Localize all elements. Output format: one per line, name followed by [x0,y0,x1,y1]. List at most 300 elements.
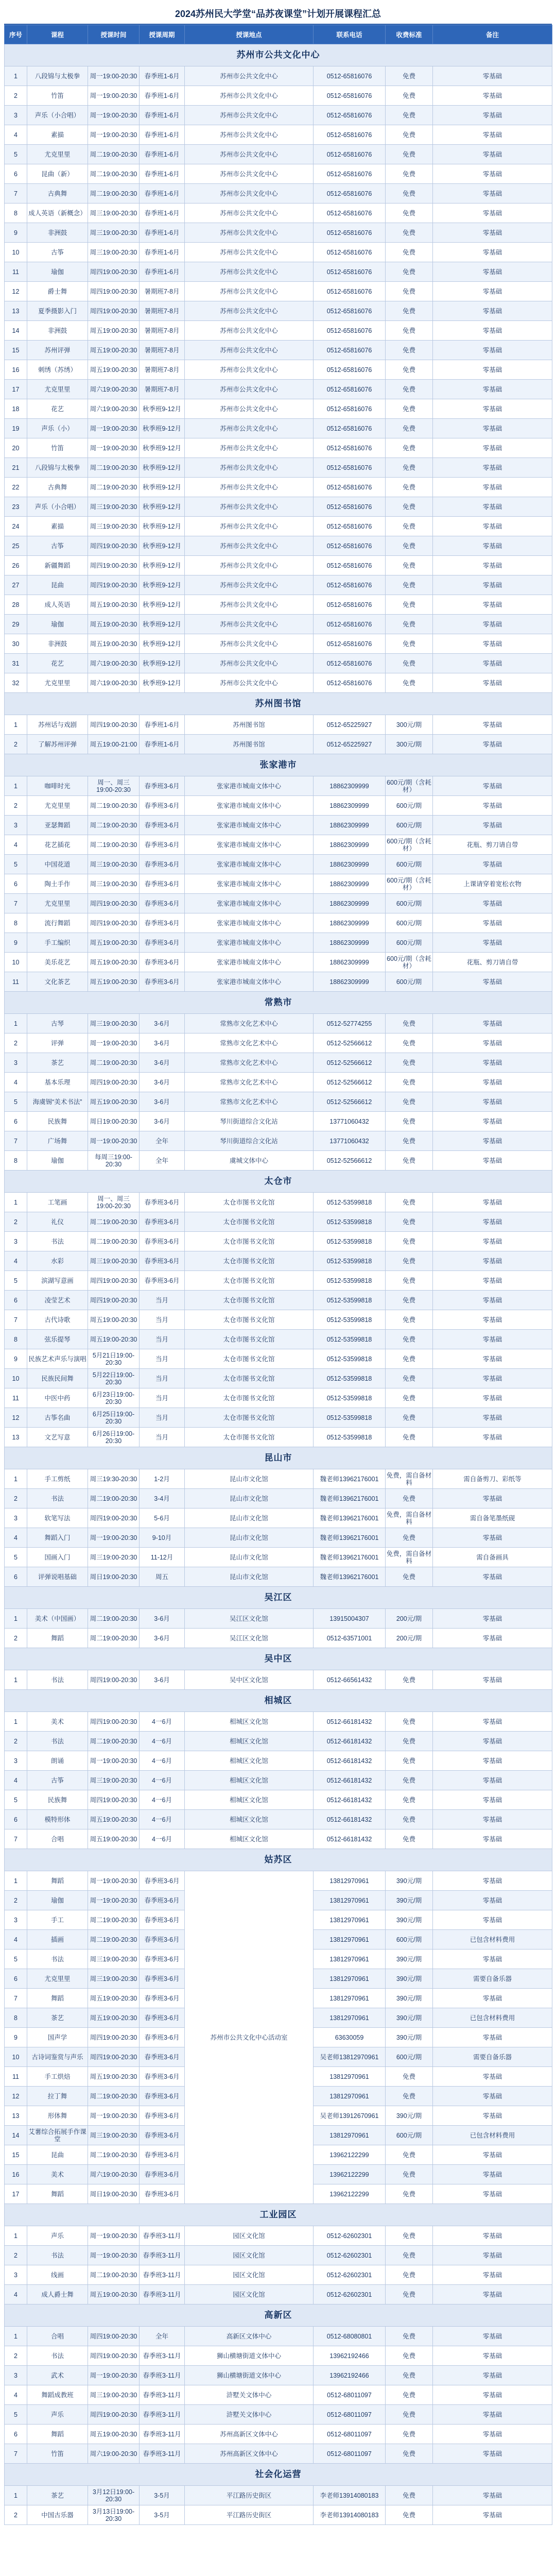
row-time: 周二19:00-20:30 [88,2265,140,2285]
row-phone: 0512-68011097 [314,2425,386,2444]
row-place: 太仓市图书文化馆 [185,1428,314,1447]
row-note: 零基础 [433,106,552,125]
row-no: 29 [5,615,27,634]
row-fee: 免费 [386,615,433,634]
table-row [5,66,552,86]
row-period: 4一6月 [140,1790,185,1810]
row-fee: 免费 [386,1489,433,1509]
table-row [5,2405,552,2425]
row-fee: 300元/期 [386,735,433,754]
row-course: 竹笛 [27,86,88,106]
row-note: 零基础 [433,2226,552,2246]
row-period: 暑期班7-8月 [140,341,185,360]
row-fee: 免费 [386,2246,433,2265]
section-title: 工业园区 [5,2204,552,2226]
row-time: 周二19:00-20:30 [88,1212,140,1232]
row-course: 书法 [27,1232,88,1251]
row-place: 昆山市文化馆 [185,1548,314,1567]
row-time: 周一19:00-20:30 [88,66,140,86]
row-time: 周二19:00-20:30 [88,1053,140,1073]
row-phone: 0512-65816076 [314,262,386,282]
row-fee: 390元/期 [386,2028,433,2047]
table-row [5,1014,552,1033]
row-note: 零基础 [433,1151,552,1171]
row-no: 1 [5,1193,27,1212]
row-time: 周五19:00-20:30 [88,1310,140,1330]
row-note: 已包含材料费用 [433,1930,552,1950]
row-no: 2 [5,1489,27,1509]
row-time: 周五19:00-20:30 [88,972,140,992]
table-row [5,438,552,458]
table-row [5,1771,552,1790]
row-note: 零基础 [433,634,552,654]
row-time: 周一19:00-20:30 [88,86,140,106]
table-row [5,2246,552,2265]
row-period: 春季班1-6月 [140,106,185,125]
row-time: 周五19:00-20:30 [88,2067,140,2087]
row-fee: 600元/期（含耗材） [386,874,433,894]
row-time: 周三19:00-20:30 [88,1014,140,1033]
row-fee: 免费 [386,1073,433,1092]
row-place: 苏州市公共文化中心 [185,125,314,145]
row-place: 苏州市公共文化中心 [185,66,314,86]
row-course: 舞蹈成教班 [27,2385,88,2405]
row-phone: 0512-53599818 [314,1428,386,1447]
section-header [5,1171,552,1193]
row-place: 相城区文化馆 [185,1712,314,1732]
section-header [5,1690,552,1712]
row-note: 零基础 [433,913,552,933]
row-fee: 免费 [386,1670,433,1690]
section-header [5,754,552,776]
row-no: 9 [5,223,27,243]
row-fee: 免费 [386,1310,433,1330]
row-note: 零基础 [433,419,552,438]
row-place: 苏州市公共文化中心 [185,262,314,282]
row-no: 3 [5,2366,27,2385]
row-fee: 免费 [386,1291,433,1310]
row-fee: 免费 [386,2184,433,2204]
row-no: 30 [5,634,27,654]
row-phone: 0512-68011097 [314,2444,386,2464]
header-time: 授课时间 [88,25,140,44]
row-no: 2 [5,1033,27,1053]
row-fee: 免费 [386,556,433,575]
row-course: 艾薯综合拓展手作课堂 [27,2126,88,2145]
row-note: 零基础 [433,438,552,458]
table-row [5,2285,552,2304]
row-time: 周五19:00-20:30 [88,953,140,972]
table-row [5,715,552,735]
row-place: 苏州市公共文化中心 [185,556,314,575]
row-time: 周二19:00-20:30 [88,458,140,478]
row-course: 瑜伽 [27,1891,88,1910]
row-note: 零基础 [433,715,552,735]
row-period: 春季班3-6月 [140,2145,185,2165]
row-time: 周二19:00-20:30 [88,835,140,855]
row-course: 拉丁舞 [27,2087,88,2106]
table-row [5,1509,552,1528]
row-note: 零基础 [433,575,552,595]
row-place: 常熟市文化艺术中心 [185,1053,314,1073]
row-phone: 魏老师13962176001 [314,1509,386,1528]
row-period: 春季班3-6月 [140,855,185,874]
row-note: 零基础 [433,2327,552,2346]
row-time: 周一、周三19:00-20:30 [88,776,140,796]
row-time: 周六19:00-20:30 [88,399,140,419]
row-fee: 免费 [386,1271,433,1291]
table-row [5,2265,552,2285]
row-course: 舞蹈 [27,1871,88,1891]
row-time: 周三19:00-20:30 [88,1969,140,1989]
row-no: 4 [5,2285,27,2304]
row-fee: 600元/期（含耗材） [386,953,433,972]
row-time: 5月21日19:00-20:30 [88,1349,140,1369]
row-fee: 600元/期 [386,855,433,874]
row-phone: 0512-52566612 [314,1033,386,1053]
row-course: 八段锦与太极拳 [27,66,88,86]
row-period: 春季班3-6月 [140,1251,185,1271]
row-fee: 300元/期 [386,715,433,735]
row-period: 春季班3-6月 [140,1271,185,1291]
row-fee: 免费 [386,223,433,243]
row-phone: 0512-53599818 [314,1349,386,1369]
row-period: 秋季班9-12月 [140,497,185,517]
row-fee: 免费 [386,1369,433,1388]
row-note: 零基础 [433,595,552,615]
row-time: 周一19:00-20:30 [88,1891,140,1910]
row-phone: 0512-62602301 [314,2246,386,2265]
row-course: 手工剪纸 [27,1469,88,1489]
row-period: 春季班1-6月 [140,145,185,164]
row-course: 线画 [27,2265,88,2285]
row-period: 春季班3-11月 [140,2444,185,2464]
table-row [5,1670,552,1690]
row-phone: 0512-52566612 [314,1073,386,1092]
row-no: 2 [5,2505,27,2525]
row-note: 零基础 [433,2184,552,2204]
row-place: 吴江区文化馆 [185,1609,314,1629]
row-period: 5-6月 [140,1509,185,1528]
header-phone: 联系电话 [314,25,386,44]
row-time: 周二19:00-20:30 [88,478,140,497]
table-row [5,913,552,933]
row-course: 竹笛 [27,438,88,458]
row-time: 周四19:00-20:30 [88,1271,140,1291]
row-place: 苏州市公共文化中心 [185,419,314,438]
row-course: 武术 [27,2366,88,2385]
row-period: 1-2月 [140,1469,185,1489]
row-course: 滨湖写意画 [27,1271,88,1291]
row-fee: 免费 [386,2405,433,2425]
row-phone: 0512-53599818 [314,1193,386,1212]
row-place: 苏州市公共文化中心 [185,478,314,497]
row-place: 吴中区文化馆 [185,1670,314,1690]
row-note: 零基础 [433,1014,552,1033]
row-time: 6月23日19:00-20:30 [88,1388,140,1408]
row-note: 零基础 [433,360,552,380]
row-note: 零基础 [433,1891,552,1910]
row-phone: 18862309999 [314,816,386,835]
row-no: 1 [5,1670,27,1690]
row-period: 春季班1-6月 [140,184,185,204]
row-time: 6月25日19:00-20:30 [88,1408,140,1428]
row-place: 太仓市图书文化馆 [185,1310,314,1330]
section-header [5,1587,552,1609]
row-period: 春季班3-11月 [140,2265,185,2285]
row-phone: 13812970961 [314,2067,386,2087]
row-phone: 13771060432 [314,1131,386,1151]
row-place: 苏州市公共文化中心 [185,497,314,517]
row-period: 春季班3-11月 [140,2226,185,2246]
row-period: 春季班3-6月 [140,1910,185,1930]
row-period: 暑期班7-8月 [140,301,185,321]
row-time: 周五19:00-20:30 [88,2425,140,2444]
table-row [5,2327,552,2346]
table-row [5,1291,552,1310]
row-period: 秋季班9-12月 [140,419,185,438]
table-row [5,1428,552,1447]
table-row [5,835,552,855]
row-period: 春季班1-6月 [140,715,185,735]
row-course: 舞蹈入门 [27,1528,88,1548]
row-fee: 免费 [386,1349,433,1369]
row-course: 了解苏州评弹 [27,735,88,754]
row-fee: 免费 [386,1790,433,1810]
row-time: 周日19:00-20:30 [88,1112,140,1131]
row-course: 成人英语（新概念） [27,204,88,223]
row-note: 零基础 [433,321,552,341]
row-fee: 免费 [386,301,433,321]
row-place: 苏州市公共文化中心 [185,673,314,693]
row-note: 零基础 [433,1771,552,1790]
row-no: 17 [5,2184,27,2204]
row-phone: 吴老师13812970961 [314,2047,386,2067]
section-title: 吴江区 [5,1587,552,1609]
row-period: 春季班3-6月 [140,1950,185,1969]
row-fee: 免费 [386,2087,433,2106]
row-no: 24 [5,517,27,536]
row-note: 零基础 [433,1489,552,1509]
row-course: 古筝名曲 [27,1408,88,1428]
row-period: 春季班3-11月 [140,2366,185,2385]
row-course: 工笔画 [27,1193,88,1212]
row-no: 4 [5,125,27,145]
row-no: 4 [5,1930,27,1950]
table-row [5,953,552,972]
row-course: 声乐 [27,2405,88,2425]
row-time: 周二19:00-20:30 [88,1489,140,1509]
row-no: 19 [5,419,27,438]
row-phone: 0512-65816076 [314,164,386,184]
row-phone: 0512-66561432 [314,1670,386,1690]
row-phone: 13962122299 [314,2145,386,2165]
row-period: 春季班3-11月 [140,2425,185,2444]
row-phone: 0512-65816076 [314,556,386,575]
row-time: 周三19:00-20:30 [88,497,140,517]
row-note: 零基础 [433,1033,552,1053]
row-fee: 免费 [386,1151,433,1171]
row-phone: 0512-65816076 [314,478,386,497]
row-fee: 免费 [386,2346,433,2366]
row-time: 周五19:00-20:30 [88,1092,140,1112]
row-course: 古诗词鉴赏与声乐 [27,2047,88,2067]
table-row [5,1330,552,1349]
table-row [5,497,552,517]
row-time: 周二19:00-20:30 [88,816,140,835]
row-phone: 0512-65816076 [314,575,386,595]
row-course: 中国花道 [27,855,88,874]
row-fee: 200元/期 [386,1609,433,1629]
row-course: 基本乐理 [27,1073,88,1092]
row-time: 周二19:00-20:30 [88,1609,140,1629]
row-phone: 13962122299 [314,2165,386,2184]
row-note: 零基础 [433,796,552,816]
row-fee: 免费 [386,1567,433,1587]
row-fee: 免费 [386,66,433,86]
row-course: 美术 [27,1712,88,1732]
row-time: 周四19:00-20:30 [88,536,140,556]
row-course: 书法 [27,2346,88,2366]
row-period: 春季班3-6月 [140,1871,185,1891]
row-course: 声乐（小合唱） [27,497,88,517]
row-course: 插画 [27,1930,88,1950]
header-period: 授课周期 [140,25,185,44]
row-time: 周五19:00-20:30 [88,360,140,380]
row-period: 春季班3-6月 [140,894,185,913]
row-no: 4 [5,1528,27,1548]
row-fee: 免费，需自备材料 [386,1469,433,1489]
row-time: 周四19:00-20:30 [88,1509,140,1528]
row-time: 周三19:30-20:30 [88,1469,140,1489]
row-fee: 390元/期 [386,1891,433,1910]
row-no: 2 [5,1629,27,1648]
row-place: 张家港市城南文体中心 [185,972,314,992]
table-row [5,1388,552,1408]
row-phone: 0512-53599818 [314,1251,386,1271]
row-period: 春季班3-6月 [140,2028,185,2047]
table-row [5,2505,552,2525]
row-no: 3 [5,1751,27,1771]
row-course: 尤克里里 [27,145,88,164]
row-phone: 0512-65816076 [314,321,386,341]
row-place: 苏州市公共文化中心 [185,360,314,380]
row-course: 美术（中国画） [27,1609,88,1629]
row-period: 当月 [140,1349,185,1369]
row-period: 春季班3-6月 [140,2067,185,2087]
row-time: 周四19:00-20:30 [88,2327,140,2346]
row-time: 周三19:00-20:30 [88,2385,140,2405]
row-time: 周三19:00-20:30 [88,1771,140,1790]
row-no: 11 [5,1388,27,1408]
row-course: 软笔写法 [27,1509,88,1528]
row-phone: 魏老师13962176001 [314,1469,386,1489]
row-note: 零基础 [433,243,552,262]
row-no: 31 [5,654,27,673]
table-row [5,380,552,399]
row-course: 素描 [27,125,88,145]
row-place: 苏州市公共文化中心 [185,282,314,301]
row-fee: 免费 [386,321,433,341]
table-row [5,933,552,953]
row-place: 狮山横塘街道文体中心 [185,2366,314,2385]
section-title: 昆山市 [5,1447,552,1469]
row-note: 零基础 [433,673,552,693]
row-place: 苏州市公共文化中心 [185,438,314,458]
row-course: 古筝 [27,1771,88,1790]
row-no: 5 [5,2405,27,2425]
row-fee: 免费 [386,184,433,204]
row-course: 非洲鼓 [27,223,88,243]
row-course: 书法 [27,1489,88,1509]
row-place: 昆山市文化馆 [185,1528,314,1548]
row-phone: 0512-65816076 [314,419,386,438]
row-course: 美乐花艺 [27,953,88,972]
table-row [5,262,552,282]
row-no: 13 [5,2106,27,2126]
row-course: 瑜伽 [27,1151,88,1171]
row-fee: 免费 [386,262,433,282]
row-place: 太仓市图书文化馆 [185,1212,314,1232]
row-time: 周二19:00-20:30 [88,1629,140,1648]
row-note: 零基础 [433,1053,552,1073]
row-no: 1 [5,1712,27,1732]
row-course: 美术 [27,2165,88,2184]
row-place: 苏州图书馆 [185,735,314,754]
row-place: 张家港市城南文体中心 [185,855,314,874]
row-place: 相城区文化馆 [185,1732,314,1751]
row-period: 暑期班7-8月 [140,360,185,380]
row-note: 零基础 [433,1790,552,1810]
row-course: 瑜伽 [27,615,88,634]
row-place: 常熟市文化艺术中心 [185,1092,314,1112]
row-course: 茶艺 [27,2008,88,2028]
row-phone: 0512-65816076 [314,536,386,556]
row-place: 浒墅关文体中心 [185,2385,314,2405]
row-place: 苏州市公共文化中心 [185,204,314,223]
section-header [5,1648,552,1670]
row-fee: 600元/期 [386,894,433,913]
row-note: 需要自备乐器 [433,2047,552,2067]
row-time: 周六19:00-20:30 [88,380,140,399]
row-period: 春季班1-6月 [140,223,185,243]
row-no: 2 [5,1212,27,1232]
row-period: 秋季班9-12月 [140,517,185,536]
row-period: 3-5月 [140,2486,185,2505]
row-note: 零基础 [433,556,552,575]
row-note: 零基础 [433,66,552,86]
row-fee: 免费，需自备材料 [386,1548,433,1567]
table-row [5,1193,552,1212]
row-place: 张家港市城南文体中心 [185,776,314,796]
row-phone: 18862309999 [314,855,386,874]
row-period: 9-10月 [140,1528,185,1548]
table-row [5,1151,552,1171]
row-period: 春季班3-6月 [140,835,185,855]
row-phone: 0512-62602301 [314,2265,386,2285]
row-place: 琴川街道综合文化站 [185,1112,314,1131]
table-row [5,1567,552,1587]
row-fee: 免费 [386,634,433,654]
row-no: 4 [5,1073,27,1092]
row-note: 零基础 [433,894,552,913]
row-period: 4一6月 [140,1751,185,1771]
table-row [5,816,552,835]
table-row [5,164,552,184]
row-course: 海虞锡“美术书法” [27,1092,88,1112]
row-period: 秋季班9-12月 [140,536,185,556]
row-time: 周二19:00-20:30 [88,1930,140,1950]
